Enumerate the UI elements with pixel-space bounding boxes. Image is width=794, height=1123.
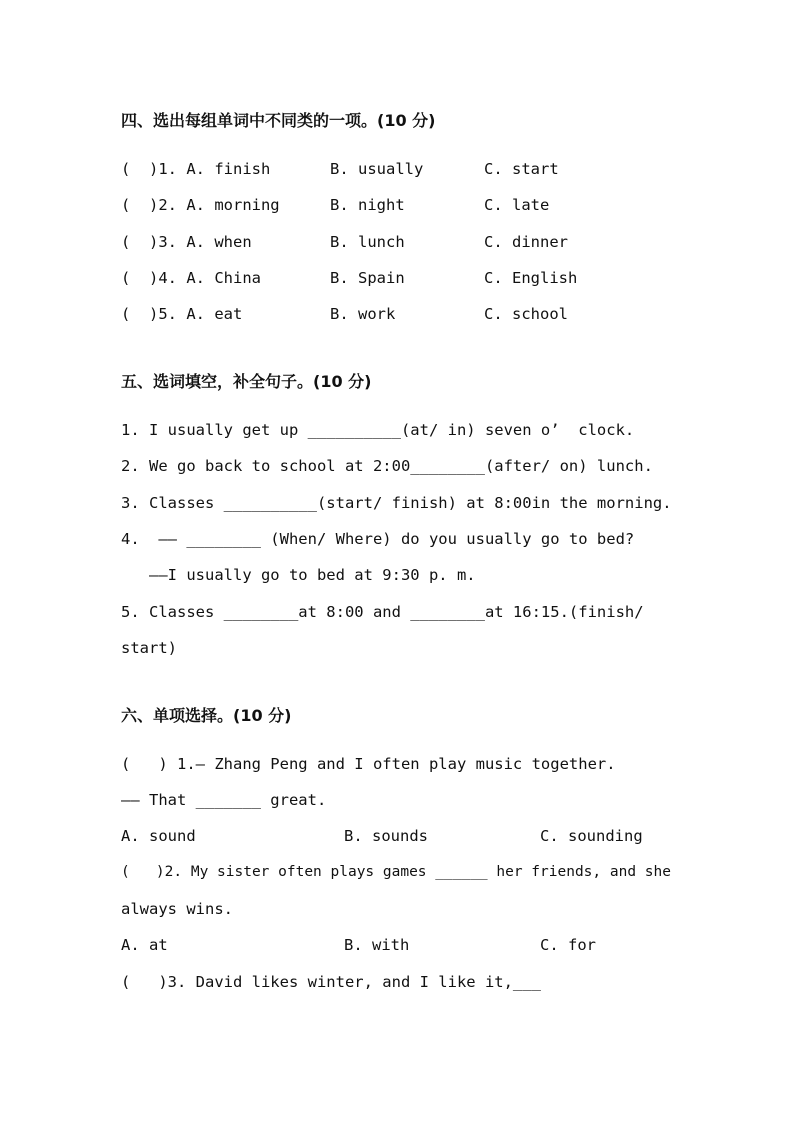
s6-q1-option-a: A. sound [121,827,196,845]
s6-q2: ( )2. My sister often plays games ______ her friends, and she [121,864,671,880]
section-4-title: 四、选出每组单词中不同类的一项。(10 分) [121,111,436,130]
s6-q2-option-a: A. at [121,936,168,954]
s5-line-1: 1. I usually get up __________(at/ in) seven o’ clock. [121,421,635,439]
s4-item-3-a: ( )3. A. when [121,233,252,251]
s4-item-2-b: B. night [330,196,405,214]
s6-q1-option-c: C. sounding [540,827,643,845]
s5-line-2: 2. We go back to school at 2:00________(after/ on) lunch. [121,457,653,475]
s6-q2-cont: always wins. [121,900,233,918]
s4-item-4-a: ( )4. A. China [121,269,261,287]
s4-item-1-a: ( )1. A. finish [121,160,271,178]
s5-line-5: 5. Classes ________at 8:00 and ________at 16:15.(finish/ [121,603,644,621]
s5-line-3: 3. Classes __________(start/ finish) at 8:00in the morning. [121,494,672,512]
s6-q1-option-b: B. sounds [344,827,428,845]
s6-q1: ( ) 1.— Zhang Peng and I often play music together. [121,755,616,773]
s4-item-5-b: B. work [330,305,396,323]
s6-q1-cont: —— That _______ great. [121,791,327,809]
s6-q2-option-b: B. with [344,936,410,954]
s4-item-5-c: C. school [484,305,568,323]
s4-item-2-c: C. late [484,196,550,214]
s5-line-5-cont: start) [121,639,177,657]
s4-item-1-c: C. start [484,160,559,178]
s5-line-4: 4. —— ________ (When/ Where) do you usually go to bed? [121,530,635,548]
s4-item-2-a: ( )2. A. morning [121,196,280,214]
s4-item-4-b: B. Spain [330,269,405,287]
section-6-title: 六、单项选择。(10 分) [121,706,292,725]
section-5-title: 五、选词填空，补全句子。(10 分) [121,372,372,391]
s4-item-3-b: B. lunch [330,233,405,251]
s5-line-4-answer: ——I usually go to bed at 9:30 p. m. [121,566,476,584]
s4-item-3-c: C. dinner [484,233,568,251]
s4-item-5-a: ( )5. A. eat [121,305,243,323]
s6-q2-option-c: C. for [540,936,596,954]
s6-q3: ( )3. David likes winter, and I like it,___ [121,973,541,991]
s4-item-1-b: B. usually [330,160,424,178]
s4-item-4-c: C. English [484,269,578,287]
